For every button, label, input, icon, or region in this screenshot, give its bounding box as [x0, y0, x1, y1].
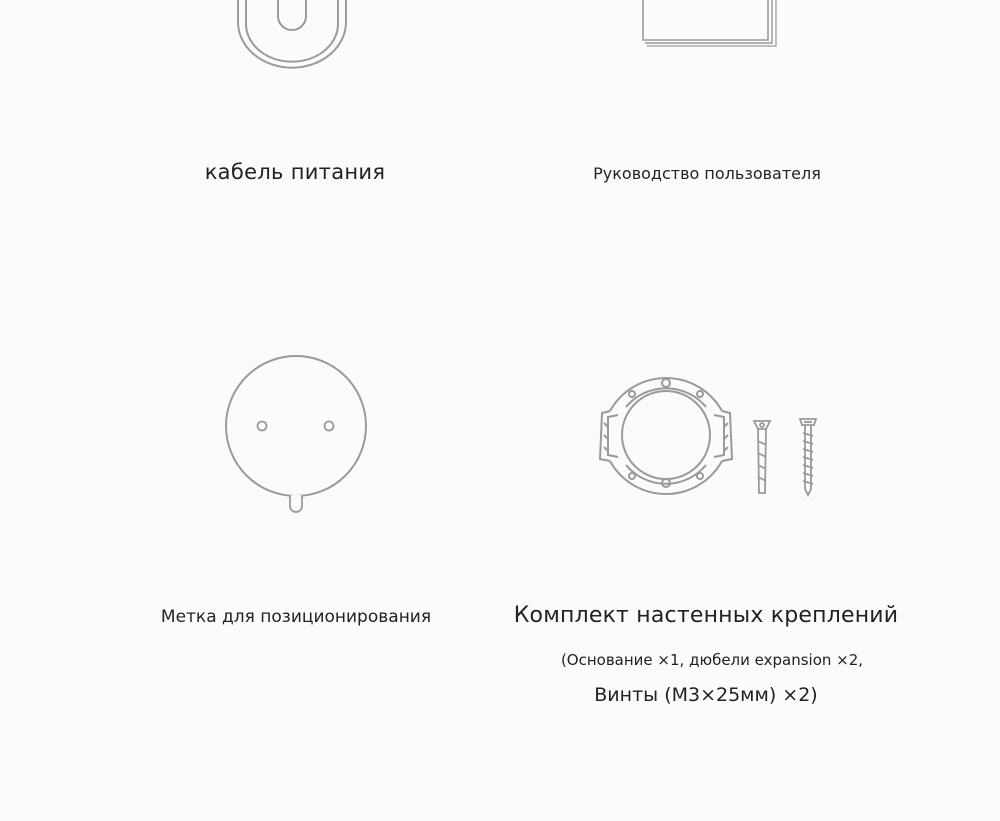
user-manual-label: Руководство пользователя	[593, 164, 821, 183]
positioning-marker-icon	[222, 355, 372, 515]
wall-mount-kit-label: Комплект настенных креплений	[513, 603, 899, 628]
positioning-marker-label: Метка для позиционирования	[160, 607, 432, 627]
manual-icon	[640, 0, 780, 50]
power-cable-label: кабель питания	[204, 160, 386, 184]
power-cable-icon	[232, 0, 352, 70]
wall-mount-kit-details-line1: (Основание ×1, дюбели expansion ×2,	[560, 651, 864, 669]
wall-mount-kit-icon	[596, 365, 836, 505]
wall-mount-kit-details-line2: Винты (M3×25мм) ×2)	[594, 684, 818, 706]
